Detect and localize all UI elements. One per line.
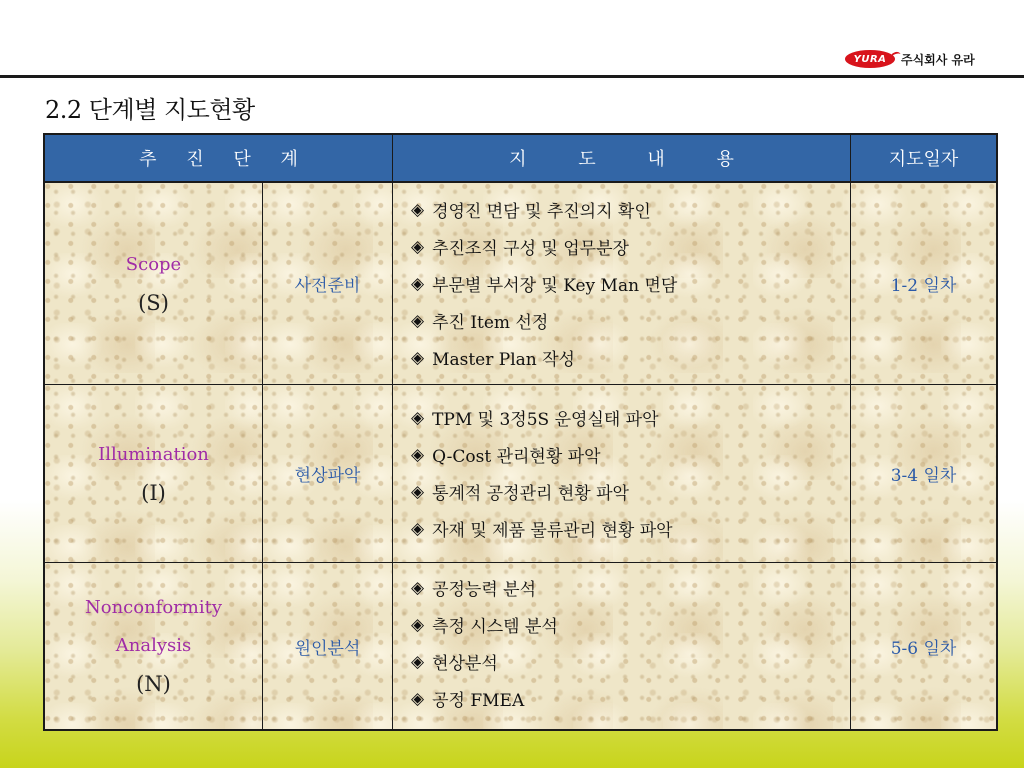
diamond-bullet-icon: ◈	[411, 577, 425, 598]
diamond-bullet-icon: ◈	[411, 481, 425, 502]
stage-scope	[45, 183, 263, 385]
content-list	[411, 569, 558, 717]
content-list	[411, 191, 677, 376]
list-item: ◈ 현상분석	[411, 651, 498, 674]
list-item: ◈ 경영진 면담 및 추진의지 확인	[411, 199, 651, 222]
diamond-bullet-icon: ◈	[411, 614, 425, 635]
list-item: ◈ 통계적 공정관리 현황 파악	[411, 481, 629, 504]
content-cell	[393, 563, 851, 729]
date-cell: 5-6 일차	[851, 563, 996, 729]
company-name: 주식회사 유라	[901, 52, 975, 67]
diamond-bullet-icon: ◈	[411, 199, 425, 220]
company-logo	[845, 48, 1020, 70]
yura-logo-mark: YURA	[845, 50, 895, 68]
phase-cell: 현상파악	[263, 385, 393, 563]
header-stage: 추 진 단 계	[45, 135, 393, 183]
list-item: ◈ 자재 및 제품 물류관리 현황 파악	[411, 518, 673, 541]
list-item: ◈ 측정 시스템 분석	[411, 614, 558, 637]
content-cell	[393, 385, 851, 563]
list-item: ◈ Q-Cost 관리현황 파악	[411, 444, 601, 467]
diamond-bullet-icon: ◈	[411, 651, 425, 672]
list-item: ◈ 추진 Item 선정	[411, 310, 549, 333]
phase-cell: 사전준비	[263, 183, 393, 385]
diamond-bullet-icon: ◈	[411, 273, 425, 294]
stage-name: Illumination	[98, 443, 209, 465]
list-item: ◈ TPM 및 3정5S 운영실태 파악	[411, 407, 659, 430]
list-item: ◈ 추진조직 구성 및 업무분장	[411, 236, 629, 259]
header-divider	[0, 75, 1024, 78]
stage-nonconformity	[45, 563, 263, 729]
diamond-bullet-icon: ◈	[411, 518, 425, 539]
stage-abbr: (S)	[138, 290, 169, 315]
list-item: ◈ Master Plan 작성	[411, 347, 575, 370]
stage-illumination	[45, 385, 263, 563]
stage-name-line1: Nonconformity	[84, 597, 223, 618]
list-item: ◈ 부문별 부서장 및 Key Man 면담	[411, 273, 678, 296]
stage-abbr: (I)	[141, 480, 166, 505]
diamond-bullet-icon: ◈	[411, 347, 425, 368]
content-cell	[393, 183, 851, 385]
list-item: ◈ 공정능력 분석	[411, 577, 537, 600]
list-item: ◈ 공정 FMEA	[411, 688, 525, 711]
stage-name: Scope	[125, 253, 182, 275]
page-title: 2.2 단계별 지도현황	[45, 96, 255, 124]
diamond-bullet-icon: ◈	[411, 688, 425, 709]
diamond-bullet-icon: ◈	[411, 407, 425, 428]
date-cell: 3-4 일차	[851, 385, 996, 563]
guidance-table	[43, 133, 998, 731]
content-list	[411, 399, 673, 547]
diamond-bullet-icon: ◈	[411, 310, 425, 331]
stage-abbr: (N)	[136, 672, 171, 696]
diamond-bullet-icon: ◈	[411, 236, 425, 257]
stage-name-line2: Analysis	[115, 635, 192, 656]
phase-cell: 원인분석	[263, 563, 393, 729]
header-content: 지 도 내 용	[393, 135, 851, 183]
diamond-bullet-icon: ◈	[411, 444, 425, 465]
date-cell: 1-2 일차	[851, 183, 996, 385]
header-date: 지도일자	[851, 135, 996, 183]
